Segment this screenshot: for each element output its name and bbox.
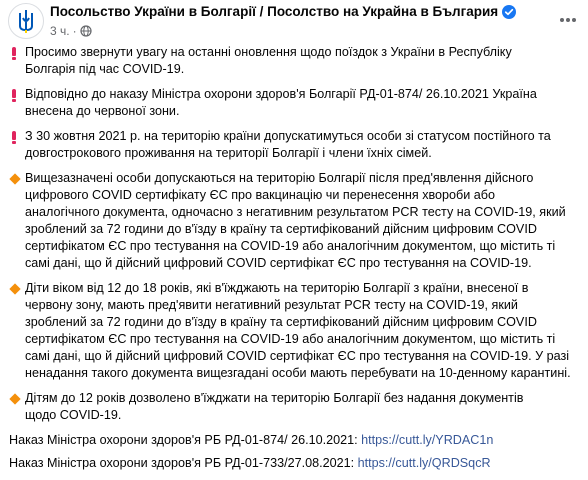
paragraph-text: Діти віком від 12 до 18 років, які в'їжджають на територію Болгарії з країни, внесеної в червону зону, мають пред'явити негативний результат PCR тесту на COVID-19, який зроблений за 72 години до в'їзду в країну та сертифікований дійсним цифровим COVID сертифікатом ЄС про тестування на COVID-19 або аналогічним документом, що містить ті самі дані, що й дійсний цифровий COVID сертифікат ЄС про тестування на COVID-19. У разі ненадання такого документа вищезгадані особи мають перебувати на 10-денному карантині. [25, 281, 571, 380]
paragraph-text: Дітям до 12 років дозволено в'їжджати на територію Болгарії без надання документів щодо COVID-19. [25, 391, 524, 422]
order-label: Наказ Міністра охорони здоров'я РБ РД-01-874/ 26.10.2021: [9, 433, 362, 447]
paragraph-text: Просимо звернути увагу на останні оновлення щодо поїздок з України в Республіку Болгарія під час COVID-19. [25, 45, 512, 76]
order-link[interactable]: https://cutt.ly/QRDSqcR [357, 456, 491, 470]
paragraph-text: Відповідно до наказу Міністра охорони здоров'я Болгарії РД-01-874/ 26.10.2021 Україна внесена до червоної зони. [25, 87, 537, 118]
order-label: Наказ Міністра охорони здоров'я РБ РД-01-733/27.08.2021: [9, 456, 358, 470]
paragraph-text: З 30 жовтня 2021 р. на територію країни допускатимуться особи зі статусом постійного та довгострокового проживання на території Болгарії і члени їхніх сімей. [25, 129, 551, 160]
red-exclamation-icon [12, 131, 16, 144]
orange-diamond-icon [9, 173, 20, 184]
orange-diamond-icon [9, 283, 20, 294]
post-paragraph [9, 170, 585, 272]
post-paragraph [9, 44, 585, 78]
orange-diamond-icon [9, 393, 20, 404]
post-paragraph [9, 128, 585, 162]
page-name-link[interactable]: Посольство України в Болгарії / Посолство на Украйна в България [50, 4, 499, 19]
ukraine-trident-icon [9, 4, 43, 38]
post-header [0, 0, 588, 44]
post-timestamp[interactable]: 3 ч. [50, 24, 70, 38]
order-link-line [9, 432, 585, 449]
meta-separator: · [72, 24, 77, 38]
post-paragraph [9, 390, 585, 424]
more-options-button[interactable] [554, 6, 582, 34]
globe-icon[interactable] [80, 25, 92, 37]
post-body [9, 44, 585, 478]
order-link[interactable]: https://cutt.ly/YRDAC1n [361, 433, 494, 447]
post-meta [50, 24, 92, 40]
more-options-icon [559, 17, 577, 23]
verified-badge-icon [502, 5, 516, 19]
page-avatar[interactable] [8, 3, 44, 39]
post-paragraph [9, 86, 585, 120]
red-exclamation-icon [12, 89, 16, 102]
red-exclamation-icon [12, 47, 16, 60]
order-link-line [9, 455, 585, 472]
post-paragraph [9, 280, 585, 382]
paragraph-text: Вищезазначені особи допускаються на територію Болгарії після пред'явлення дійсного цифрового COVID сертифікату ЄС про вакцинацію чи перенесення хвороби або аналогічного документа, одночасно з негативним результатом PCR тесту на COVID-19, який зроблений за 72 години до в'їзду в країну та сертифікований дійсним цифровим COVID сертифікатом ЄС про тестування на COVID-19 або аналогічним документом, що містить ті самі дані, що й дійсний цифровий COVID сертифікат ЄС про тестування на COVID-19. [25, 171, 566, 270]
